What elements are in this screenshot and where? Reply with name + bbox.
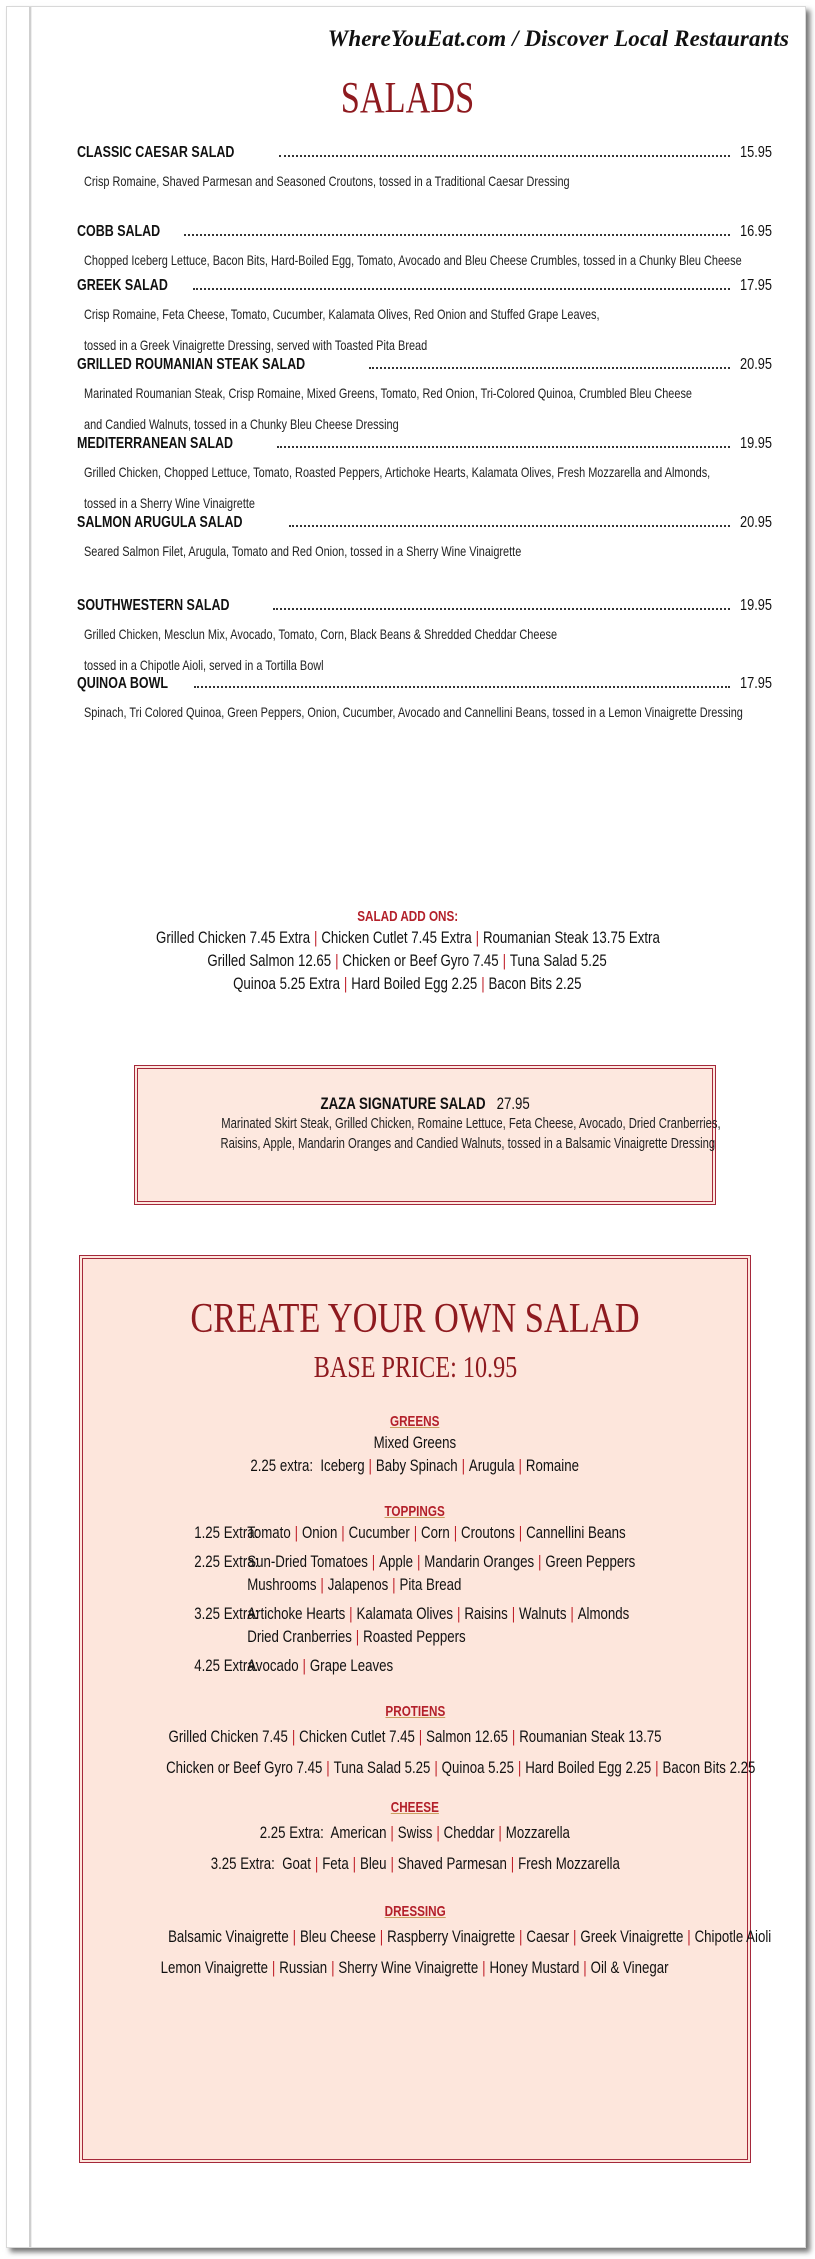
create-your-own-salad-box bbox=[79, 1255, 772, 2163]
option-item: Tuna Salad 5.25 bbox=[510, 951, 608, 970]
menu-item bbox=[77, 356, 772, 440]
toppings-row bbox=[194, 1550, 635, 1573]
option-item: Hard Boiled Egg 2.25 bbox=[525, 1758, 652, 1777]
dot-leader bbox=[279, 154, 730, 157]
option-item: Chicken Cutlet 7.45 Extra bbox=[320, 928, 472, 947]
option-item: Green Peppers bbox=[545, 1552, 636, 1571]
menu-item bbox=[77, 597, 772, 681]
separator-bar: | bbox=[341, 1523, 345, 1542]
add-ons-line bbox=[0, 926, 815, 949]
menu-item bbox=[77, 223, 772, 276]
toppings-tier-label bbox=[194, 1625, 247, 1648]
dressing-heading: DRESSING bbox=[384, 1903, 446, 1920]
menu-item-name: CLASSIC CAESAR SALAD bbox=[77, 144, 235, 161]
option-item: Russian bbox=[279, 1958, 328, 1977]
menu-item-row bbox=[77, 514, 772, 536]
separator-bar: | bbox=[368, 1456, 373, 1475]
dot-leader bbox=[194, 685, 730, 688]
separator-bar: | bbox=[573, 1927, 577, 1946]
option-item: Swiss bbox=[397, 1823, 433, 1842]
proteins-line bbox=[83, 1752, 756, 1783]
menu-item bbox=[77, 435, 772, 519]
proteins-section bbox=[83, 1703, 756, 1783]
option-item: Balsamic Vinaigrette bbox=[168, 1927, 289, 1946]
option-item: Honey Mustard bbox=[489, 1958, 580, 1977]
menu-item-row bbox=[77, 675, 772, 697]
separator-bar: | bbox=[511, 1604, 516, 1623]
separator-bar: | bbox=[434, 1758, 438, 1777]
cheese-tier-label: 3.25 Extra: bbox=[210, 1854, 275, 1873]
separator-bar: | bbox=[655, 1758, 659, 1777]
option-item: Cheddar bbox=[443, 1823, 495, 1842]
cyo-base-price: BASE PRICE: 10.95 bbox=[313, 1349, 517, 1384]
section-title: SALADS bbox=[340, 73, 475, 122]
separator-bar: | bbox=[272, 1958, 276, 1977]
menu-item-description: Grilled Chicken, Chopped Lettuce, Tomato, Roasted Peppers, Artichoke Hearts, Kalamata Olives, Fresh Mozzarella and Almonds, bbox=[84, 464, 711, 480]
menu-item-price: 19.95 bbox=[739, 597, 772, 614]
option-item: Tuna Salad 5.25 bbox=[333, 1758, 431, 1777]
menu-item-name: MEDITERRANEAN SALAD bbox=[77, 435, 233, 452]
separator-bar: | bbox=[331, 1958, 335, 1977]
dot-leader bbox=[193, 287, 730, 290]
dot-leader bbox=[277, 445, 730, 448]
option-item: Quinoa 5.25 bbox=[441, 1758, 514, 1777]
option-item: Jalapenos bbox=[328, 1575, 389, 1594]
separator-bar: | bbox=[687, 1927, 691, 1946]
option-item: Shaved Parmesan bbox=[397, 1854, 507, 1873]
cheese-tier-label: 2.25 Extra: bbox=[259, 1823, 325, 1842]
menu-item-name: SALMON ARUGULA SALAD bbox=[77, 514, 243, 531]
option-item: Iceberg bbox=[320, 1456, 365, 1475]
separator-bar: | bbox=[418, 1727, 423, 1746]
option-item: Onion bbox=[302, 1523, 338, 1542]
option-item: American bbox=[330, 1823, 387, 1842]
separator-bar: | bbox=[519, 1927, 523, 1946]
separator-bar: | bbox=[498, 1823, 503, 1842]
option-item: Cucumber bbox=[348, 1523, 411, 1542]
option-item: Roumanian Steak 13.75 Extra bbox=[482, 928, 660, 947]
toppings-tier-label: 4.25 Extra: bbox=[194, 1656, 259, 1675]
menu-item-price: 20.95 bbox=[739, 514, 772, 531]
option-item: Cannellini Beans bbox=[526, 1523, 626, 1542]
option-item: Raspberry Vinaigrette bbox=[387, 1927, 516, 1946]
separator-bar: | bbox=[503, 951, 507, 970]
greens-section bbox=[83, 1413, 747, 1477]
menu-item-description: Chopped Iceberg Lettuce, Bacon Bits, Hard-Boiled Egg, Tomato, Avocado and Bleu Cheese Crumbles, tossed in a Chunky Bleu Cheese bbox=[84, 252, 742, 268]
proteins-heading: PROTIENS bbox=[385, 1703, 445, 1720]
signature-salad-desc-line: Marinated Skirt Steak, Grilled Chicken, Romaine Lettuce, Feta Cheese, Avocado, Dried Cranberries, bbox=[221, 1115, 721, 1132]
option-item: Walnuts bbox=[519, 1604, 567, 1623]
option-item: Grilled Chicken 7.45 bbox=[168, 1727, 288, 1746]
toppings-heading: TOPPINGS bbox=[384, 1503, 446, 1520]
option-item: Apple bbox=[379, 1552, 414, 1571]
option-item: Goat bbox=[281, 1854, 311, 1873]
dot-leader bbox=[289, 524, 730, 527]
separator-bar: | bbox=[335, 951, 339, 970]
option-item: Chicken or Beef Gyro 7.45 bbox=[166, 1758, 323, 1777]
menu-item-row bbox=[77, 277, 772, 299]
dressing-line bbox=[83, 1921, 772, 1952]
separator-bar: | bbox=[352, 1854, 356, 1873]
toppings-row bbox=[194, 1521, 635, 1544]
signature-salad-price: 27.95 bbox=[496, 1094, 530, 1113]
option-item: Lemon Vinaigrette bbox=[161, 1958, 269, 1977]
menu-item-price: 17.95 bbox=[739, 675, 772, 692]
option-item: Almonds bbox=[577, 1604, 630, 1623]
menu-item-name: QUINOA BOWL bbox=[77, 675, 169, 692]
add-ons-title: SALAD ADD ONS: bbox=[357, 908, 458, 925]
option-item: Avocado bbox=[247, 1656, 299, 1675]
separator-bar: | bbox=[517, 1758, 522, 1777]
greens-extra-label: 2.25 extra: bbox=[250, 1456, 314, 1475]
separator-bar: | bbox=[570, 1604, 575, 1623]
separator-bar: | bbox=[413, 1523, 418, 1542]
option-item: Fresh Mozzarella bbox=[517, 1854, 620, 1873]
option-item: Mozzarella bbox=[505, 1823, 571, 1842]
option-item: Chicken or Beef Gyro 7.45 bbox=[342, 951, 500, 970]
option-item: Caesar bbox=[526, 1927, 570, 1946]
menu-item-name: GRILLED ROUMANIAN STEAK SALAD bbox=[77, 356, 306, 373]
toppings-section bbox=[83, 1503, 747, 1677]
menu-item-row bbox=[77, 356, 772, 378]
signature-salad-desc-line: Raisins, Apple, Mandarin Oranges and Candied Walnuts, tossed in a Balsamic Vinaigrette Dressing bbox=[220, 1135, 716, 1152]
page-left-rule bbox=[29, 7, 32, 2247]
toppings-tier-label: 3.25 Extra: bbox=[194, 1604, 259, 1623]
option-item: Chicken Cutlet 7.45 bbox=[299, 1727, 415, 1746]
separator-bar: | bbox=[356, 1627, 360, 1646]
site-banner: WhereYouEat.com / Discover Local Restaurants bbox=[327, 26, 789, 51]
option-item: Tomato bbox=[247, 1523, 291, 1542]
separator-bar: | bbox=[344, 974, 348, 993]
toppings-tier-label bbox=[194, 1573, 247, 1596]
option-item: Chipotle Aioli bbox=[694, 1927, 772, 1946]
dressing-line bbox=[83, 1952, 747, 1983]
greens-extras bbox=[83, 1454, 747, 1477]
separator-bar: | bbox=[390, 1823, 395, 1842]
menu-item-description: tossed in a Chipotle Aioli, served in a Tortilla Bowl bbox=[84, 657, 324, 673]
separator-bar: | bbox=[436, 1823, 440, 1842]
option-item: Arugula bbox=[469, 1456, 515, 1475]
menu-item-description: tossed in a Greek Vinaigrette Dressing, served with Toasted Pita Bread bbox=[84, 337, 428, 353]
option-item: Bleu Cheese bbox=[299, 1927, 376, 1946]
separator-bar: | bbox=[538, 1552, 542, 1571]
cheese-section bbox=[83, 1799, 747, 1879]
separator-bar: | bbox=[518, 1456, 523, 1475]
menu-item bbox=[77, 675, 772, 728]
option-item: Artichoke Hearts bbox=[247, 1604, 346, 1623]
menu-item bbox=[77, 277, 772, 361]
separator-bar: | bbox=[326, 1758, 330, 1777]
separator-bar: | bbox=[453, 1523, 458, 1542]
toppings-row bbox=[194, 1654, 635, 1677]
cheese-line bbox=[83, 1817, 747, 1848]
option-item: Grilled Salmon 12.65 bbox=[207, 951, 332, 970]
greens-heading: GREENS bbox=[390, 1413, 440, 1430]
menu-item-description: Spinach, Tri Colored Quinoa, Green Peppers, Onion, Cucumber, Avocado and Cannellini Beans, tossed in a Lemon Vinaigrette Dressing bbox=[84, 704, 743, 720]
menu-item-description: Crisp Romaine, Feta Cheese, Tomato, Cucumber, Kalamata Olives, Red Onion and Stuffed Grape Leaves, bbox=[84, 306, 600, 322]
option-item: Bacon Bits 2.25 bbox=[662, 1758, 756, 1777]
separator-bar: | bbox=[518, 1523, 523, 1542]
option-item: Bleu bbox=[359, 1854, 387, 1873]
option-item: Grape Leaves bbox=[310, 1656, 394, 1675]
option-item: Oil & Vinegar bbox=[591, 1958, 669, 1977]
menu-item-row bbox=[77, 223, 772, 245]
menu-item-description: tossed in a Sherry Wine Vinaigrette bbox=[84, 495, 255, 511]
separator-bar: | bbox=[292, 1927, 297, 1946]
separator-bar: | bbox=[302, 1656, 307, 1675]
menu-item-row bbox=[77, 144, 772, 166]
separator-bar: | bbox=[349, 1604, 353, 1623]
option-item: Greek Vinaigrette bbox=[580, 1927, 684, 1946]
menu-item-price: 19.95 bbox=[739, 435, 772, 452]
option-item: Salmon 12.65 bbox=[426, 1727, 508, 1746]
signature-salad-name: ZAZA SIGNATURE SALAD bbox=[320, 1094, 486, 1113]
option-item: Corn bbox=[421, 1523, 451, 1542]
dressing-section bbox=[83, 1903, 772, 1983]
menu-item-row bbox=[77, 597, 772, 619]
menu-item-name: COBB SALAD bbox=[77, 223, 161, 240]
separator-bar: | bbox=[294, 1523, 299, 1542]
add-ons-line bbox=[0, 949, 815, 972]
separator-bar: | bbox=[314, 1854, 319, 1873]
option-item: Quinoa 5.25 Extra bbox=[233, 974, 341, 993]
cheese-line bbox=[83, 1848, 747, 1879]
menu-item-price: 17.95 bbox=[739, 277, 772, 294]
option-item: Mandarin Oranges bbox=[424, 1552, 535, 1571]
option-item: Croutons bbox=[461, 1523, 516, 1542]
cyo-title: CREATE YOUR OWN SALAD bbox=[190, 1296, 640, 1342]
separator-bar: | bbox=[511, 1727, 516, 1746]
option-item: Feta bbox=[321, 1854, 349, 1873]
menu-item-name: SOUTHWESTERN SALAD bbox=[77, 597, 230, 614]
separator-bar: | bbox=[379, 1927, 384, 1946]
dot-leader bbox=[369, 366, 730, 369]
proteins-line bbox=[83, 1721, 747, 1752]
option-item: Sun-Dried Tomatoes bbox=[247, 1552, 369, 1571]
option-item: Kalamata Olives bbox=[356, 1604, 454, 1623]
toppings-row bbox=[194, 1573, 635, 1596]
menu-item-description: and Candied Walnuts, tossed in a Chunky Bleu Cheese Dressing bbox=[84, 416, 399, 432]
separator-bar: | bbox=[482, 1958, 486, 1977]
option-item: Baby Spinach bbox=[376, 1456, 459, 1475]
separator-bar: | bbox=[457, 1604, 461, 1623]
greens-base: Mixed Greens bbox=[373, 1433, 457, 1452]
toppings-tier-label: 1.25 Extra: bbox=[194, 1523, 259, 1542]
dot-leader bbox=[273, 607, 730, 610]
signature-salad-title bbox=[138, 1094, 712, 1114]
signature-salad-box bbox=[134, 1065, 721, 1205]
separator-bar: | bbox=[313, 928, 317, 947]
separator-bar: | bbox=[461, 1456, 466, 1475]
menu-item bbox=[77, 144, 772, 197]
separator-bar: | bbox=[481, 974, 485, 993]
separator-bar: | bbox=[320, 1575, 325, 1594]
menu-item-price: 16.95 bbox=[739, 223, 772, 240]
option-item: Pita Bread bbox=[399, 1575, 462, 1594]
menu-item-row bbox=[77, 435, 772, 457]
option-item: Sherry Wine Vinaigrette bbox=[338, 1958, 479, 1977]
option-item: Roumanian Steak 13.75 bbox=[519, 1727, 662, 1746]
option-item: Mushrooms bbox=[247, 1575, 317, 1594]
menu-item-price: 15.95 bbox=[739, 144, 772, 161]
option-item: Raisins bbox=[464, 1604, 509, 1623]
option-item: Dried Cranberries bbox=[247, 1627, 353, 1646]
option-item: Grilled Chicken 7.45 Extra bbox=[155, 928, 310, 947]
dot-leader bbox=[184, 233, 730, 236]
menu-item-description: Marinated Roumanian Steak, Crisp Romaine, Mixed Greens, Tomato, Red Onion, Tri-Colored Quinoa, Crumbled Bleu Cheese bbox=[84, 385, 692, 401]
separator-bar: | bbox=[392, 1575, 396, 1594]
toppings-row bbox=[194, 1625, 635, 1648]
separator-bar: | bbox=[372, 1552, 376, 1571]
toppings-row bbox=[194, 1602, 635, 1625]
menu-item bbox=[77, 514, 772, 567]
option-item: Hard Boiled Egg 2.25 bbox=[351, 974, 478, 993]
menu-item-name: GREEK SALAD bbox=[77, 277, 168, 294]
separator-bar: | bbox=[475, 928, 479, 947]
separator-bar: | bbox=[417, 1552, 421, 1571]
toppings-tier-label: 2.25 Extra: bbox=[194, 1552, 259, 1571]
separator-bar: | bbox=[510, 1854, 514, 1873]
separator-bar: | bbox=[390, 1854, 394, 1873]
option-item: Roasted Peppers bbox=[363, 1627, 466, 1646]
salad-add-ons bbox=[0, 908, 815, 995]
menu-item-price: 20.95 bbox=[739, 356, 772, 373]
menu-item-description: Seared Salmon Filet, Arugula, Tomato and Red Onion, tossed in a Sherry Wine Vinaigrette bbox=[84, 543, 522, 559]
menu-item-description: Crisp Romaine, Shaved Parmesan and Seasoned Croutons, tossed in a Traditional Caesar Dressing bbox=[84, 173, 570, 189]
add-ons-line bbox=[0, 972, 815, 995]
menu-item-description: Grilled Chicken, Mesclun Mix, Avocado, Tomato, Corn, Black Beans & Shredded Cheddar Cheese bbox=[84, 626, 558, 642]
option-item: Romaine bbox=[526, 1456, 580, 1475]
option-item: Bacon Bits 2.25 bbox=[488, 974, 582, 993]
separator-bar: | bbox=[291, 1727, 296, 1746]
separator-bar: | bbox=[583, 1958, 588, 1977]
cheese-heading: CHEESE bbox=[390, 1799, 440, 1816]
